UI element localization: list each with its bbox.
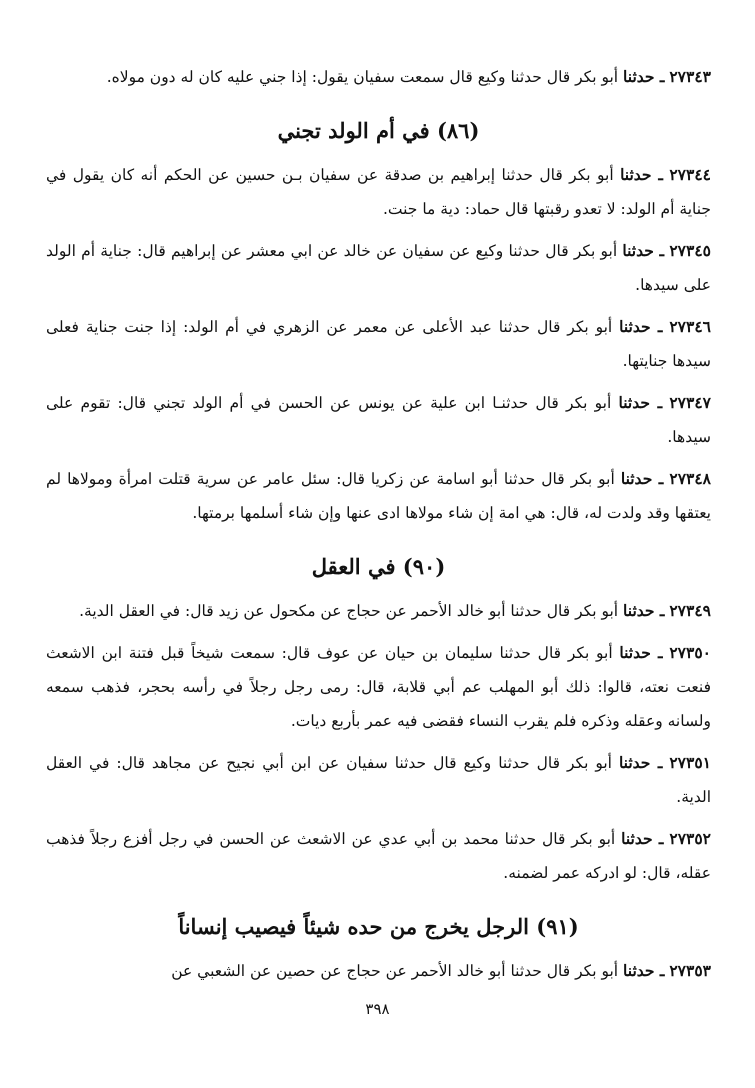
entry-text: أبو بكر قال حدثنا أبو خالد الأحمر عن حجاج عن مكحول عن زيد قال: في العقل الدية. xyxy=(79,602,619,620)
entry-number: ٢٧٣٥٢ xyxy=(669,829,712,848)
page-number: ٣٩٨ xyxy=(365,1000,390,1018)
entry-text: أبو بكر قال حدثنا عبد الأعلى عن معمر عن الزهري في أم الولد: إذا جنت جناية فعلى سيدها جنايتها. xyxy=(46,318,711,370)
document-body xyxy=(46,60,711,996)
entry-lead: ـ حدثنا xyxy=(618,393,663,412)
entry-lead: ـ حدثنا xyxy=(622,241,665,260)
hadith-entry xyxy=(46,158,711,226)
hadith-entry xyxy=(46,746,711,814)
entry-number: ٢٧٣٤٧ xyxy=(669,393,711,412)
section-heading: (٨٦) في أم الولد تجني xyxy=(277,118,480,143)
hadith-entry xyxy=(46,310,711,378)
entry-number: ٢٧٣٤٦ xyxy=(669,317,711,336)
hadith-entry xyxy=(46,594,711,628)
entry-lead: ـ حدثنا xyxy=(623,67,665,86)
hadith-entry xyxy=(46,234,711,302)
hadith-entry xyxy=(46,60,711,94)
entry-number: ٢٧٣٤٣ xyxy=(669,67,711,86)
entry-lead: ـ حدثنا xyxy=(623,601,665,620)
entry-lead: ـ حدثنا xyxy=(620,469,664,488)
entry-number: ٢٧٣٤٤ xyxy=(669,165,711,184)
entry-number: ٢٧٣٥٣ xyxy=(669,961,711,980)
entry-number: ٢٧٣٥١ xyxy=(669,753,711,772)
hadith-entry xyxy=(46,386,711,454)
entry-text: أبو بكر قال حدثنا محمد بن أبي عدي عن الاشعث عن الحسن في رجل أفزع رجلاً فذهب عقله، قال: لو ادركه عمر لضمنه. xyxy=(46,830,711,882)
section-heading: (٩٠) في العقل xyxy=(311,554,446,579)
entry-number: ٢٧٣٤٨ xyxy=(669,469,712,488)
entry-text: أبو بكر قال حدثنا أبو خالد الأحمر عن حجاج عن حصين عن الشعبي عن xyxy=(171,962,619,980)
entry-text: أبو بكر قال حدثنا وكيع قال سمعت سفيان يقول: إذا جني عليه كان له دون مولاه. xyxy=(106,68,619,86)
entry-lead: ـ حدثنا xyxy=(619,643,663,662)
entry-lead: ـ حدثنا xyxy=(623,961,665,980)
entry-number: ٢٧٣٤٥ xyxy=(669,241,711,260)
entry-text: أبو بكر قال حدثنا سليمان بن حيان عن عوف قال: سمعت شيخاً قبل فتنة ابن الاشعث فنعت نعته، قالوا: ذلك أبو المهلب عم أبي قلابة، قال: رمى رجل رجلاً في رأسه بحجر، فذهب سمعه ولسانه وعقله وذكره فلم يقرب النساء فقضى فيه عمر بأربع ديات. xyxy=(46,644,711,730)
entry-number: ٢٧٣٤٩ xyxy=(669,601,711,620)
hadith-entry xyxy=(46,822,711,890)
entry-text: أبو بكر قال حدثنا إبراهيم بن صدقة عن سفيان بـن حسين عن الحكم أنه كان يقول في جناية أم الولد: لا تعدو رقبتها قال حماد: دية ما جنت. xyxy=(46,166,711,218)
entry-lead: ـ حدثنا xyxy=(618,753,663,772)
entry-text: أبو بكر قال حدثنا وكيع قال حدثنا سفيان عن ابن أبي نجيح عن مجاهد قال: في العقل الدية. xyxy=(46,754,711,806)
entry-text: أبو بكر قال حدثنا أبو اسامة عن زكريا قال: سئل عامر عن سرية قتلت امرأة ومولاها لم يعتقها وقد ولدت له، قال: هي امة إن شاء مولاها ادى عنها وإن شاء أسلمها برمتها. xyxy=(46,470,711,522)
entry-lead: ـ حدثنا xyxy=(619,317,663,336)
entry-lead: ـ حدثنا xyxy=(621,829,664,848)
hadith-entry xyxy=(46,954,711,988)
entry-text: أبو بكر قال حدثنـا ابن علية عن يونس عن الحسن في أم الولد تجني قال: تقوم على سيدها. xyxy=(46,394,711,446)
entry-text: أبو بكر قال حدثنا وكيع عن سفيان عن خالد عن ابي معشر عن إبراهيم قال: جناية أم الولد على سيدها. xyxy=(46,242,711,294)
entry-lead: ـ حدثنا xyxy=(620,165,663,184)
entry-number: ٢٧٣٥٠ xyxy=(669,643,711,662)
hadith-entry xyxy=(46,636,711,738)
hadith-entry xyxy=(46,462,711,530)
section-heading: (٩١) الرجل يخرج من حده شيئاً فيصيب إنساناً xyxy=(178,914,579,939)
